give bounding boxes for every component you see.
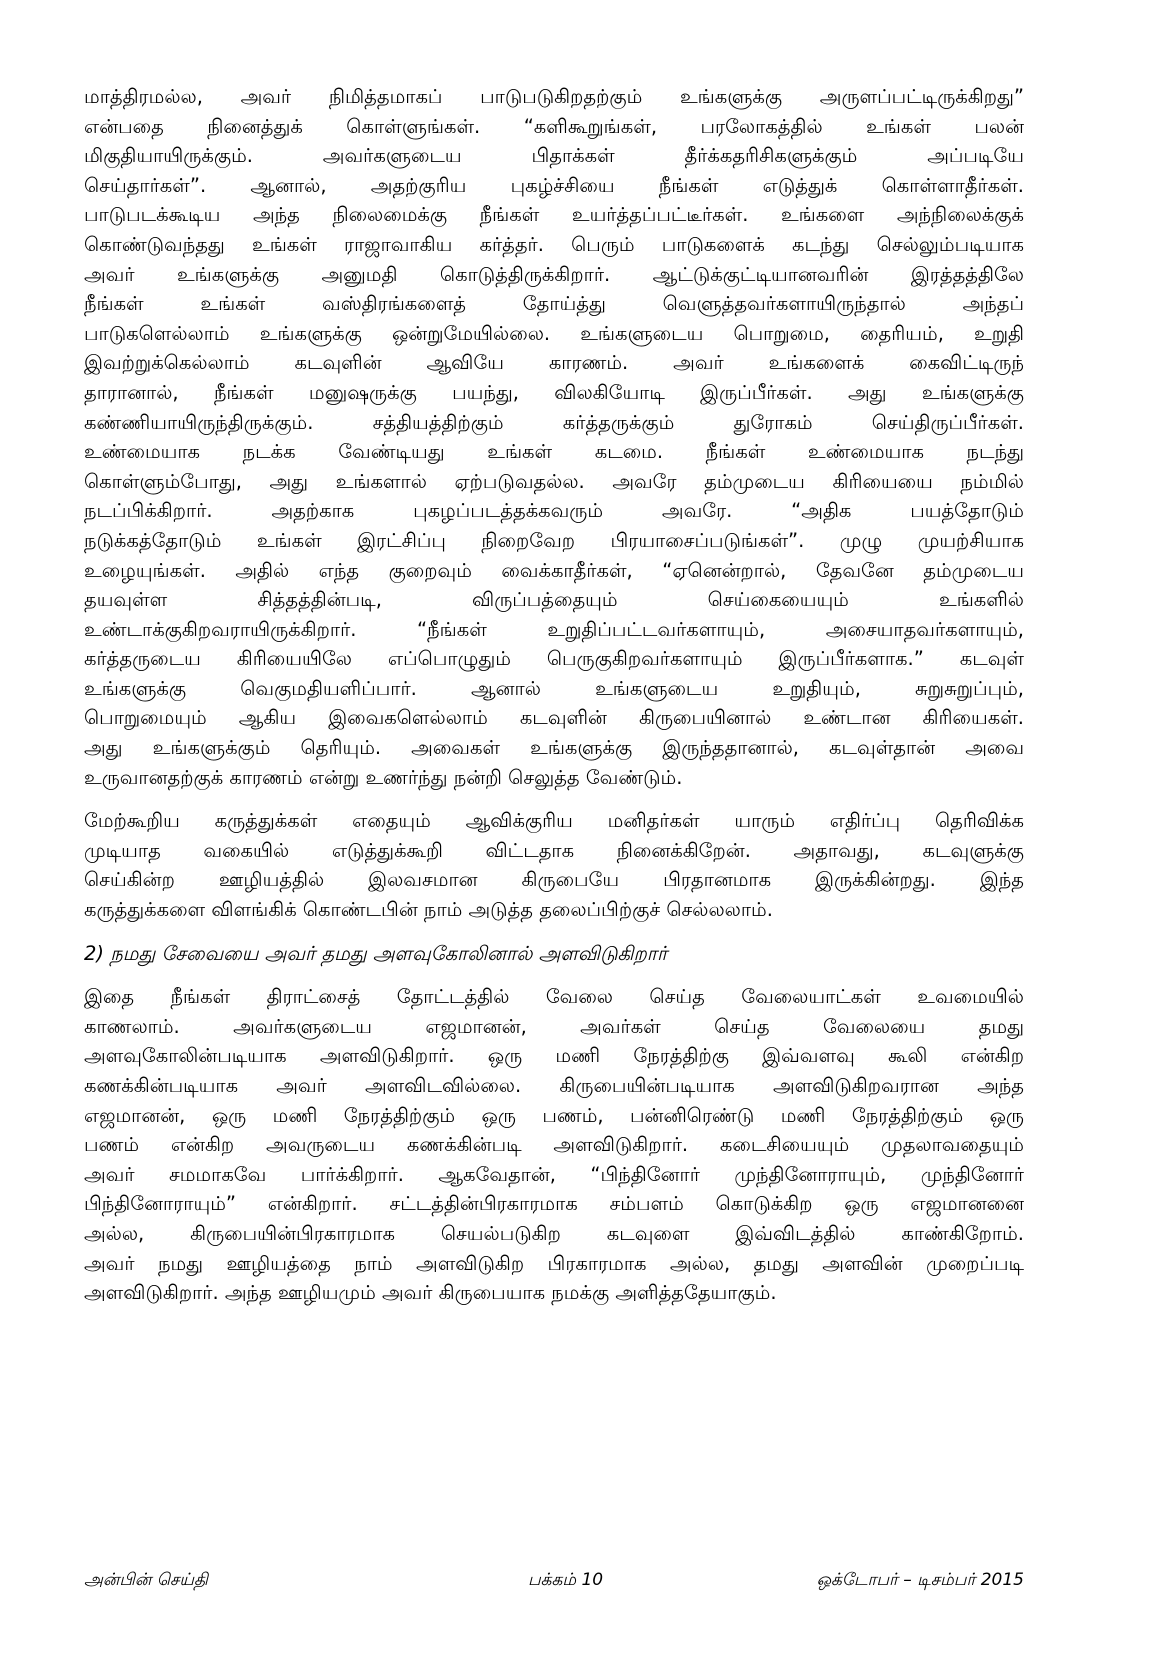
text-line: உண்மையாக நடக்க வேண்டியது உங்கள் கடமை. நீங்கள் உண்மையாக நடந்து [84,440,1024,464]
page-footer [84,1570,1024,1600]
text-line: பாடுபடக்கூடிய அந்த நிலைமைக்கு நீங்கள் உயர்த்தப்பட்டீர்கள். உங்களை அந்நிலைக்குக் [84,203,1024,227]
text-line: மிகுதியாயிருக்கும். அவர்களுடைய பிதாக்கள் தீர்க்கதரிசிகளுக்கும் அப்படியே [84,144,1024,168]
text-line: மாத்திரமல்ல, அவர் நிமித்தமாகப் பாடுபடுகிறதற்கும் உங்களுக்கு அருளப்பட்டிருக்கிறது” [84,85,1024,108]
text-line: நீங்கள் உங்கள் வஸ்திரங்களைத் தோய்த்து வெளுத்தவர்களாயிருந்தால் அந்தப் [84,292,1024,316]
text-line: எஜமானன், ஒரு மணி நேரத்திற்கும் ஒரு பணம், பன்னிரெண்டு மணி நேரத்திற்கும் ஒரு [84,1103,1024,1127]
section-heading: 2) நமது சேவையை அவர் தமது அளவுகோலினால் அளவிடுகிறார் [84,941,668,965]
text-line: கொள்ளும்போது, அது உங்களால் ஏற்படுவதல்ல. அவரே தம்முடைய கிரியையை நம்மில் [84,469,1024,493]
text-line: அது உங்களுக்கும் தெரியும். அவைகள் உங்களுக்கு இருந்ததானால், கடவுள்தான் அவை [84,736,1024,760]
text-line: என்பதை நினைத்துக் கொள்ளுங்கள். “களிகூறுங்கள், பரலோகத்தில் உங்கள் பலன் [84,114,1024,138]
paragraph-2 [84,806,1024,924]
text-line: அவர் உங்களுக்கு அனுமதி கொடுத்திருக்கிறார். ஆட்டுக்குட்டியானவரின் இரத்தத்திலே [84,262,1024,286]
text-line: அவர் சமமாகவே பார்க்கிறார். ஆகவேதான், “பிந்தினோர் முந்தினோராயும், முந்தினோர் [84,1162,1024,1186]
text-line: அளவுகோலின்படியாக அளவிடுகிறார். ஒரு மணி நேரத்திற்கு இவ்வளவு கூலி என்கிற [84,1044,1024,1068]
text-line: கண்ணியாயிருந்திருக்கும். சத்தியத்திற்கும் கர்த்தருக்கும் துரோகம் செய்திருப்பீர்கள். [84,410,1024,434]
text-line: கருத்துக்களை விளங்கிக் கொண்டபின் நாம் அடுத்த தலைப்பிற்குச் செல்லலாம். [84,898,773,922]
paragraph-1 [84,82,1024,792]
text-line: இதை நீங்கள் திராட்சைத் தோட்டத்தில் வேலை செய்த வேலையாட்கள் உவமையில் [84,985,1024,1009]
text-line: பொறுமையும் ஆகிய இவைகளெல்லாம் கடவுளின் கிருபையினால் உண்டான கிரியைகள். [84,706,1024,730]
text-line: அல்ல, கிருபையின்பிரகாரமாக செயல்படுகிற கடவுளை இவ்விடத்தில் காண்கிறோம். [84,1221,1024,1245]
text-line: உழையுங்கள். அதில் எந்த குறைவும் வைக்காதீர்கள், “ஏனென்றால், தேவனே தம்முடைய [84,558,1024,582]
footer-date: ஒக்டோபர் – டிசம்பர் 2015 [816,1570,1024,1590]
text-line: செய்கின்ற ஊழியத்தில் இலவசமான கிருபையே பிரதானமாக இருக்கின்றது. இந்த [84,868,1024,892]
text-line: நடுக்கத்தோடும் உங்கள் இரட்சிப்பு நிறைவேற பிரயாசைப்படுங்கள்”. முழு முயற்சியாக [84,528,1024,552]
text-line: பணம் என்கிற அவருடைய கணக்கின்படி அளவிடுகிறார். கடைசியையும் முதலாவதையும் [84,1133,1024,1157]
text-line: அவர் நமது ஊழியத்தை நாம் அளவிடுகிற பிரகாரமாக அல்ல, தமது அளவின் முறைப்படி [84,1251,1024,1275]
text-line: தாரானால், நீங்கள் மனுஷருக்கு பயந்து, விலகியோடி இருப்பீர்கள். அது உங்களுக்கு [84,380,1024,404]
footer-page-number: பக்கம் 10 [528,1570,604,1590]
text-line: செய்தார்கள்”. ஆனால், அதற்குரிய புகழ்ச்சியை நீங்கள் எடுத்துக் கொள்ளாதீர்கள். [84,173,1024,197]
page-body [84,82,1024,1322]
text-line: பிந்தினோராயும்” என்கிறார். சட்டத்தின்பிரகாரமாக சம்பளம் கொடுக்கிற ஒரு எஜமானனை [84,1192,1024,1216]
text-line: உருவானதற்குக் காரணம் என்று உணர்ந்து நன்றி செலுத்த வேண்டும். [84,765,683,789]
text-line: அளவிடுகிறார். அந்த ஊழியமும் அவர் கிருபையாக நமக்கு அளித்ததேயாகும். [84,1281,777,1305]
text-line: உண்டாக்குகிறவராயிருக்கிறார். “நீங்கள் உறுதிப்பட்டவர்களாயும், அசையாதவர்களாயும், [84,617,1024,641]
text-line: உங்களுக்கு வெகுமதியளிப்பார். ஆனால் உங்களுடைய உறுதியும், சுறுசுறுப்பும், [84,676,1024,700]
text-line: கணக்கின்படியாக அவர் அளவிடவில்லை. கிருபையின்படியாக அளவிடுகிறவரான அந்த [84,1074,1024,1097]
text-line: நடப்பிக்கிறார். அதற்காக புகழப்படத்தக்கவரும் அவரே. “அதிக பயத்தோடும் [84,499,1024,523]
footer-publication: அன்பின் செய்தி [84,1570,208,1590]
text-line: கர்த்தருடைய கிரியையிலே எப்பொழுதும் பெருகுகிறவர்களாயும் இருப்பீர்களாக.” கடவுள் [84,647,1024,671]
text-line: கொண்டுவந்தது உங்கள் ராஜாவாகிய கர்த்தர். பெரும் பாடுகளைக் கடந்து செல்லும்படியாக [84,232,1024,256]
text-line: மேற்கூறிய கருத்துக்கள் எதையும் ஆவிக்குரிய மனிதர்கள் யாரும் எதிர்ப்பு தெரிவிக்க [84,809,1024,833]
text-line: இவற்றுக்கெல்லாம் கடவுளின் ஆவியே காரணம். அவர் உங்களைக் கைவிட்டிருந் [84,351,1024,375]
text-line: முடியாத வகையில் எடுத்துக்கூறி விட்டதாக நினைக்கிறேன். அதாவது, கடவுளுக்கு [84,838,1024,862]
paragraph-3 [84,982,1024,1308]
text-line: தயவுள்ள சித்தத்தின்படி, விருப்பத்தையும் செய்கையையும் உங்களில் [84,588,1024,612]
text-line: பாடுகளெல்லாம் உங்களுக்கு ஒன்றுமேயில்லை. உங்களுடைய பொறுமை, தைரியம், உறுதி [84,321,1024,345]
text-line: காணலாம். அவர்களுடைய எஜமானன், அவர்கள் செய்த வேலையை தமது [84,1014,1024,1038]
